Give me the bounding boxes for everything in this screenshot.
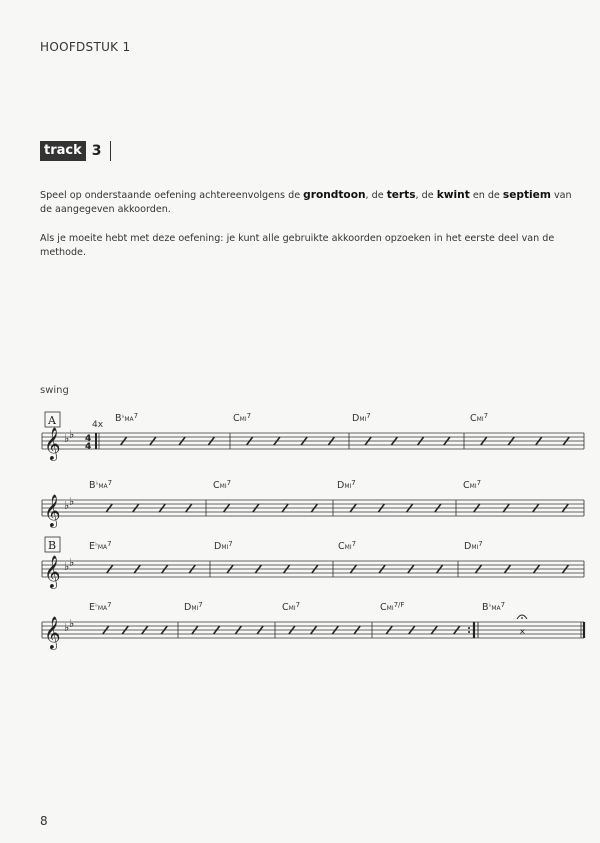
term-terts: terts (386, 189, 416, 201)
key-signature-flat: ♭ (64, 560, 70, 573)
key-signature-flat: ♭ (64, 432, 70, 445)
chord-symbol: $E^♭_{MA}^7$ (89, 540, 112, 552)
chapter-heading: HOOFDSTUK 1 (40, 40, 131, 54)
treble-clef: 𝄞 (44, 427, 61, 460)
tempo-marking: swing (40, 385, 69, 396)
term-grondtoon: grondtoon (303, 189, 366, 201)
key-signature-flat: ♭ (69, 495, 75, 508)
chord-symbol: CMI$^7$ (463, 479, 482, 491)
staves (42, 412, 584, 650)
key-signature-flat: ♭ (64, 621, 70, 634)
rehearsal-mark: A (48, 414, 56, 427)
key-signature-flat: ♭ (64, 499, 70, 512)
text-run: Speel op onderstaande oefening achtereenvolgens de (40, 190, 304, 201)
fermata-dot (521, 617, 523, 619)
chord-symbol: CMI$^7$ (470, 412, 489, 424)
chord-symbol: $B^♭_{MA}^7$ (89, 479, 113, 491)
time-signature-bottom: 4 (85, 442, 92, 452)
chord-symbol: $E^♭_{MA}^7$ (89, 601, 112, 613)
chord-symbol: $B^♭_{MA}^7$ (115, 412, 139, 424)
chord-symbol: CMI$^7$ (233, 412, 252, 424)
chord-symbol: CMI$^7$ (213, 479, 232, 491)
treble-clef: 𝄞 (44, 616, 61, 649)
chord-symbol: DMI$^7$ (464, 540, 483, 552)
page-number: 8 (40, 814, 48, 828)
chord-symbol: $B^♭_{MA}^7$ (482, 601, 506, 613)
key-signature-flat: ♭ (69, 556, 75, 569)
chord-symbol: DMI$^7$ (337, 479, 356, 491)
repeat-dot (468, 627, 470, 629)
text-run: van de aangegeven akkoorden. (40, 190, 572, 215)
rehearsal-mark: B (48, 539, 57, 552)
chord-symbol: CMI$^7$ (338, 540, 357, 552)
chord-symbol: CMI$^7$ (282, 601, 301, 613)
chord-symbol: DMI$^7$ (214, 540, 233, 552)
chord-symbol: $CMI^{7/F}$ (380, 601, 405, 613)
key-signature-flat: ♭ (69, 428, 75, 441)
chord-symbol: DMI$^7$ (184, 601, 203, 613)
chord-symbol: DMI$^7$ (352, 412, 371, 424)
repeat-count: 4x (92, 420, 104, 430)
text-run: en de (469, 190, 503, 201)
repeat-dot (468, 631, 470, 633)
time-signature-top: 4 (85, 434, 92, 444)
text-run: , de (415, 190, 437, 201)
term-septiem: septiem (502, 189, 551, 201)
treble-clef: 𝄞 (44, 494, 61, 527)
key-signature-flat: ♭ (69, 617, 75, 630)
treble-clef: 𝄞 (44, 555, 61, 588)
text-run: , de (365, 190, 387, 201)
term-kwint: kwint (436, 189, 470, 201)
track-number: 3 (91, 143, 102, 159)
hint-paragraph: Als je moeite hebt met deze oefening: je kunt alle gebruikte akkoorden opzoeken in het eerste deel van de methode. (40, 233, 555, 258)
final-note-x: × (519, 627, 526, 636)
track-word: track (40, 141, 86, 161)
